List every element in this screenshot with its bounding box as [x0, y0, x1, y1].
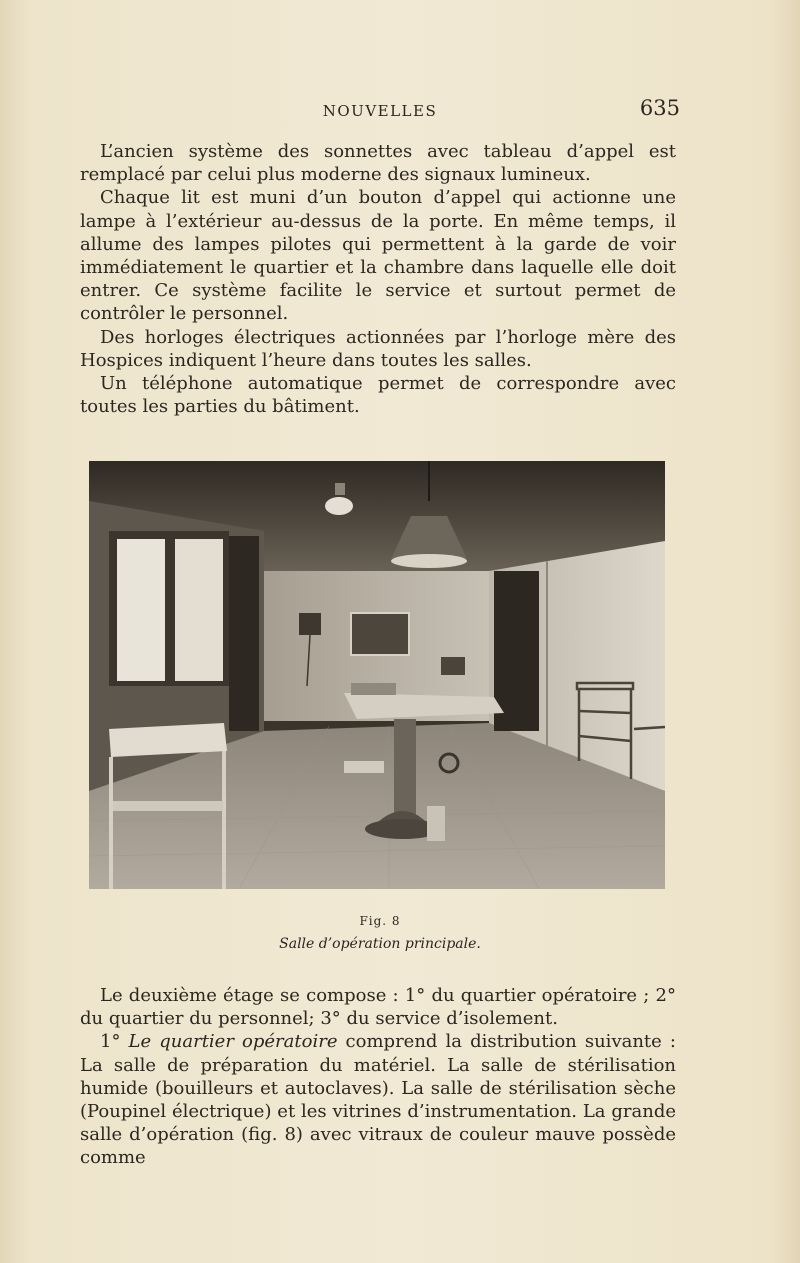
paragraph-telephone: Un téléphone automatique permet de correspondre avec toutes les parties du bâtiment.: [80, 373, 676, 418]
paragraph-operating-quarter: [80, 1030, 676, 1169]
running-head: [80, 96, 680, 126]
paragraph-call-buttons: Chaque lit est muni d’un bouton d’appel qui actionne une lampe à l’extérieur au-dessus de la porte. En même temps, il allume des lampes pilotes qui permettent à la garde de voir immédiatement le quartier et la chambre dans laquelle elle doit entrer. Ce système facilite le service et surtout permet de contrôler le personnel.: [80, 187, 676, 325]
italic-term: Le quartier opératoire: [128, 1031, 338, 1053]
bottom-text-block: [80, 984, 676, 1170]
page-number: 635: [639, 96, 680, 120]
figure-number: Fig. 8: [359, 914, 401, 928]
paragraph-call-system: L’ancien système des sonnettes avec tableau d’appel est remplacé par celui plus moderne des signaux lumineux.: [80, 141, 676, 186]
paragraph-electric-clocks: Des horloges électriques actionnées par l’horloge mère des Hospices indiquent l’heure dans toutes les salles.: [80, 326, 676, 371]
paragraph-operating-quarter-body: comprend la distribution suivante : La salle de préparation du matériel. La salle de stérilisation humide (bouilleurs et autoclaves). La salle de stérilisation sèche (Poupinel électrique) et les vitrines d’instrumentation. La grande salle d’opération (fig. 8) avec vitraux de couleur mauve possède comme: [80, 1031, 676, 1169]
operating-room-photo: [89, 461, 665, 889]
item-number: 1°: [100, 1031, 129, 1053]
paragraph-second-floor: Le deuxième étage se compose : 1° du quartier opératoire ; 2° du quartier du personnel; 3° du service d’isolement.: [80, 985, 676, 1030]
top-text-block: [80, 140, 676, 418]
running-title: NOUVELLES: [322, 102, 438, 120]
figure-caption: Salle d’opération principale.: [279, 936, 481, 952]
